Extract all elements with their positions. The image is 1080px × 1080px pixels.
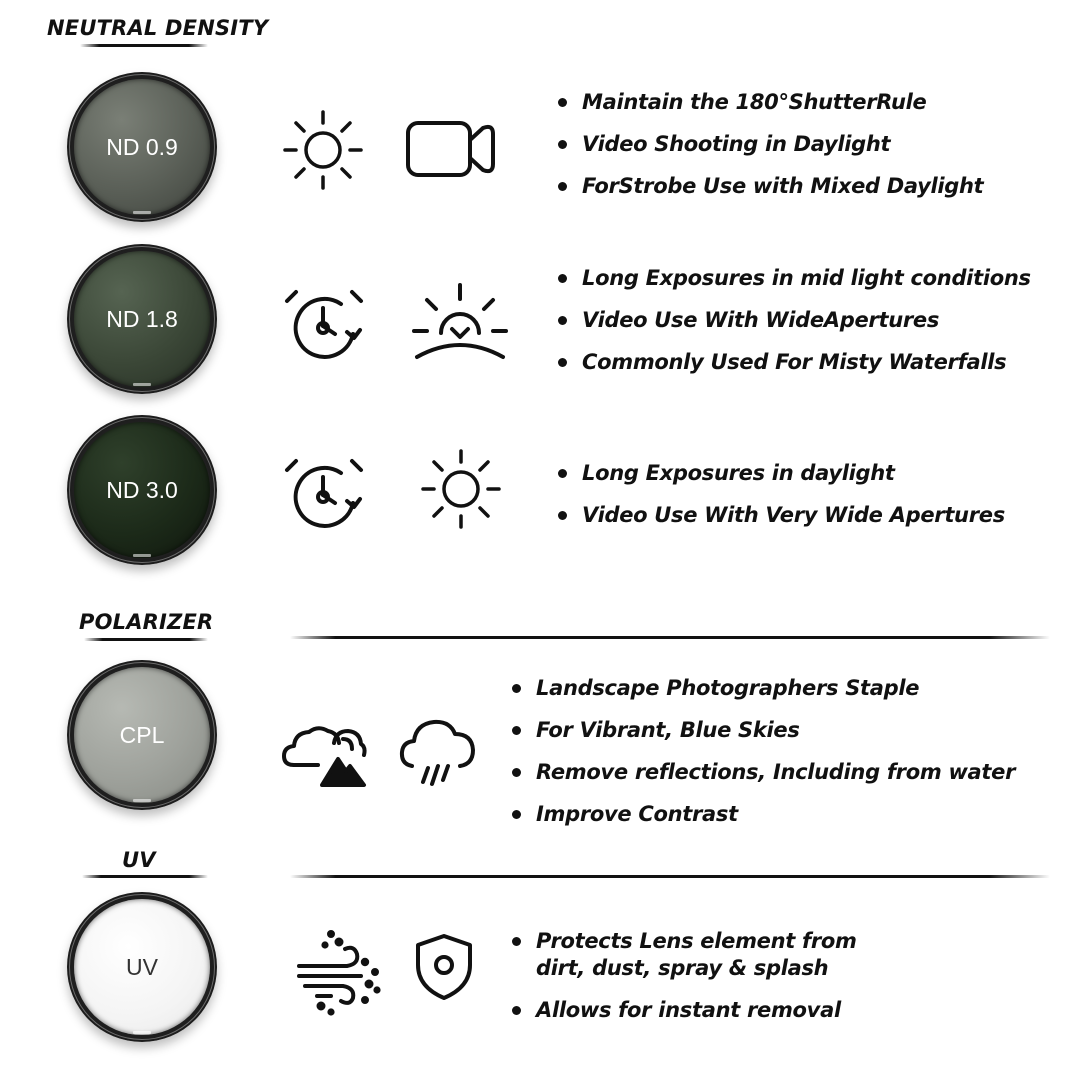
polarizer-divider	[290, 636, 1050, 639]
filter-label: ND 3.0	[106, 476, 178, 503]
list-item: Video Use With WideApertures	[556, 299, 1031, 341]
list-item: Allows for instant removal	[510, 989, 890, 1031]
filter-label: ND 0.9	[106, 133, 178, 160]
nd-1-8-bullet-list	[556, 257, 1031, 383]
wind-dust-icon	[295, 928, 383, 1016]
polarizer-section-title: POLARIZER	[79, 610, 214, 634]
uv-section-title: UV	[122, 848, 156, 872]
timer-icon	[283, 457, 365, 531]
polarizer-title-underline	[84, 638, 208, 641]
filter-label: CPL	[119, 721, 165, 748]
list-item: Long Exposures in mid light conditions	[556, 257, 1031, 299]
cloud-mountain-icon	[282, 719, 368, 789]
list-item: ForStrobe Use with Mixed Daylight	[556, 165, 983, 207]
filter-cpl	[67, 660, 217, 810]
list-item: Video Use With Very Wide Apertures	[556, 494, 1005, 536]
uv-divider	[290, 875, 1050, 878]
list-item: Video Shooting in Daylight	[556, 123, 983, 165]
filter-nd-0-9	[67, 72, 217, 222]
nd-0-9-bullet-list	[556, 81, 983, 207]
uv-title-underline	[82, 875, 208, 878]
list-item: For Vibrant, Blue Skies	[510, 709, 1015, 751]
filter-label: ND 1.8	[106, 305, 178, 332]
nd-section-title: NEUTRAL DENSITY	[47, 16, 269, 40]
cpl-bullet-list	[510, 667, 1015, 835]
nd-3-0-bullet-list	[556, 452, 1005, 536]
list-item: Improve Contrast	[510, 793, 1015, 835]
video-camera-icon	[405, 118, 497, 180]
list-item: Long Exposures in daylight	[556, 452, 1005, 494]
filter-nd-3-0	[67, 415, 217, 565]
shield-icon	[414, 933, 474, 1001]
filter-nd-1-8	[67, 244, 217, 394]
filter-label: UV	[126, 953, 158, 980]
list-item: Landscape Photographers Staple	[510, 667, 1015, 709]
sun-icon	[419, 447, 503, 531]
nd-title-underline	[80, 44, 208, 47]
list-item: Remove reflections, Including from water	[510, 751, 1015, 793]
filter-uv	[67, 892, 217, 1042]
sun-icon	[281, 108, 365, 192]
list-item: Commonly Used For Misty Waterfalls	[556, 341, 1031, 383]
list-item: Protects Lens element from dirt, dust, spray & splash	[510, 922, 890, 989]
sunrise-icon	[411, 281, 509, 363]
uv-bullet-list	[510, 922, 890, 1031]
rain-cloud-icon	[398, 716, 476, 788]
list-item: Maintain the 180°ShutterRule	[556, 81, 983, 123]
timer-icon	[283, 288, 365, 362]
